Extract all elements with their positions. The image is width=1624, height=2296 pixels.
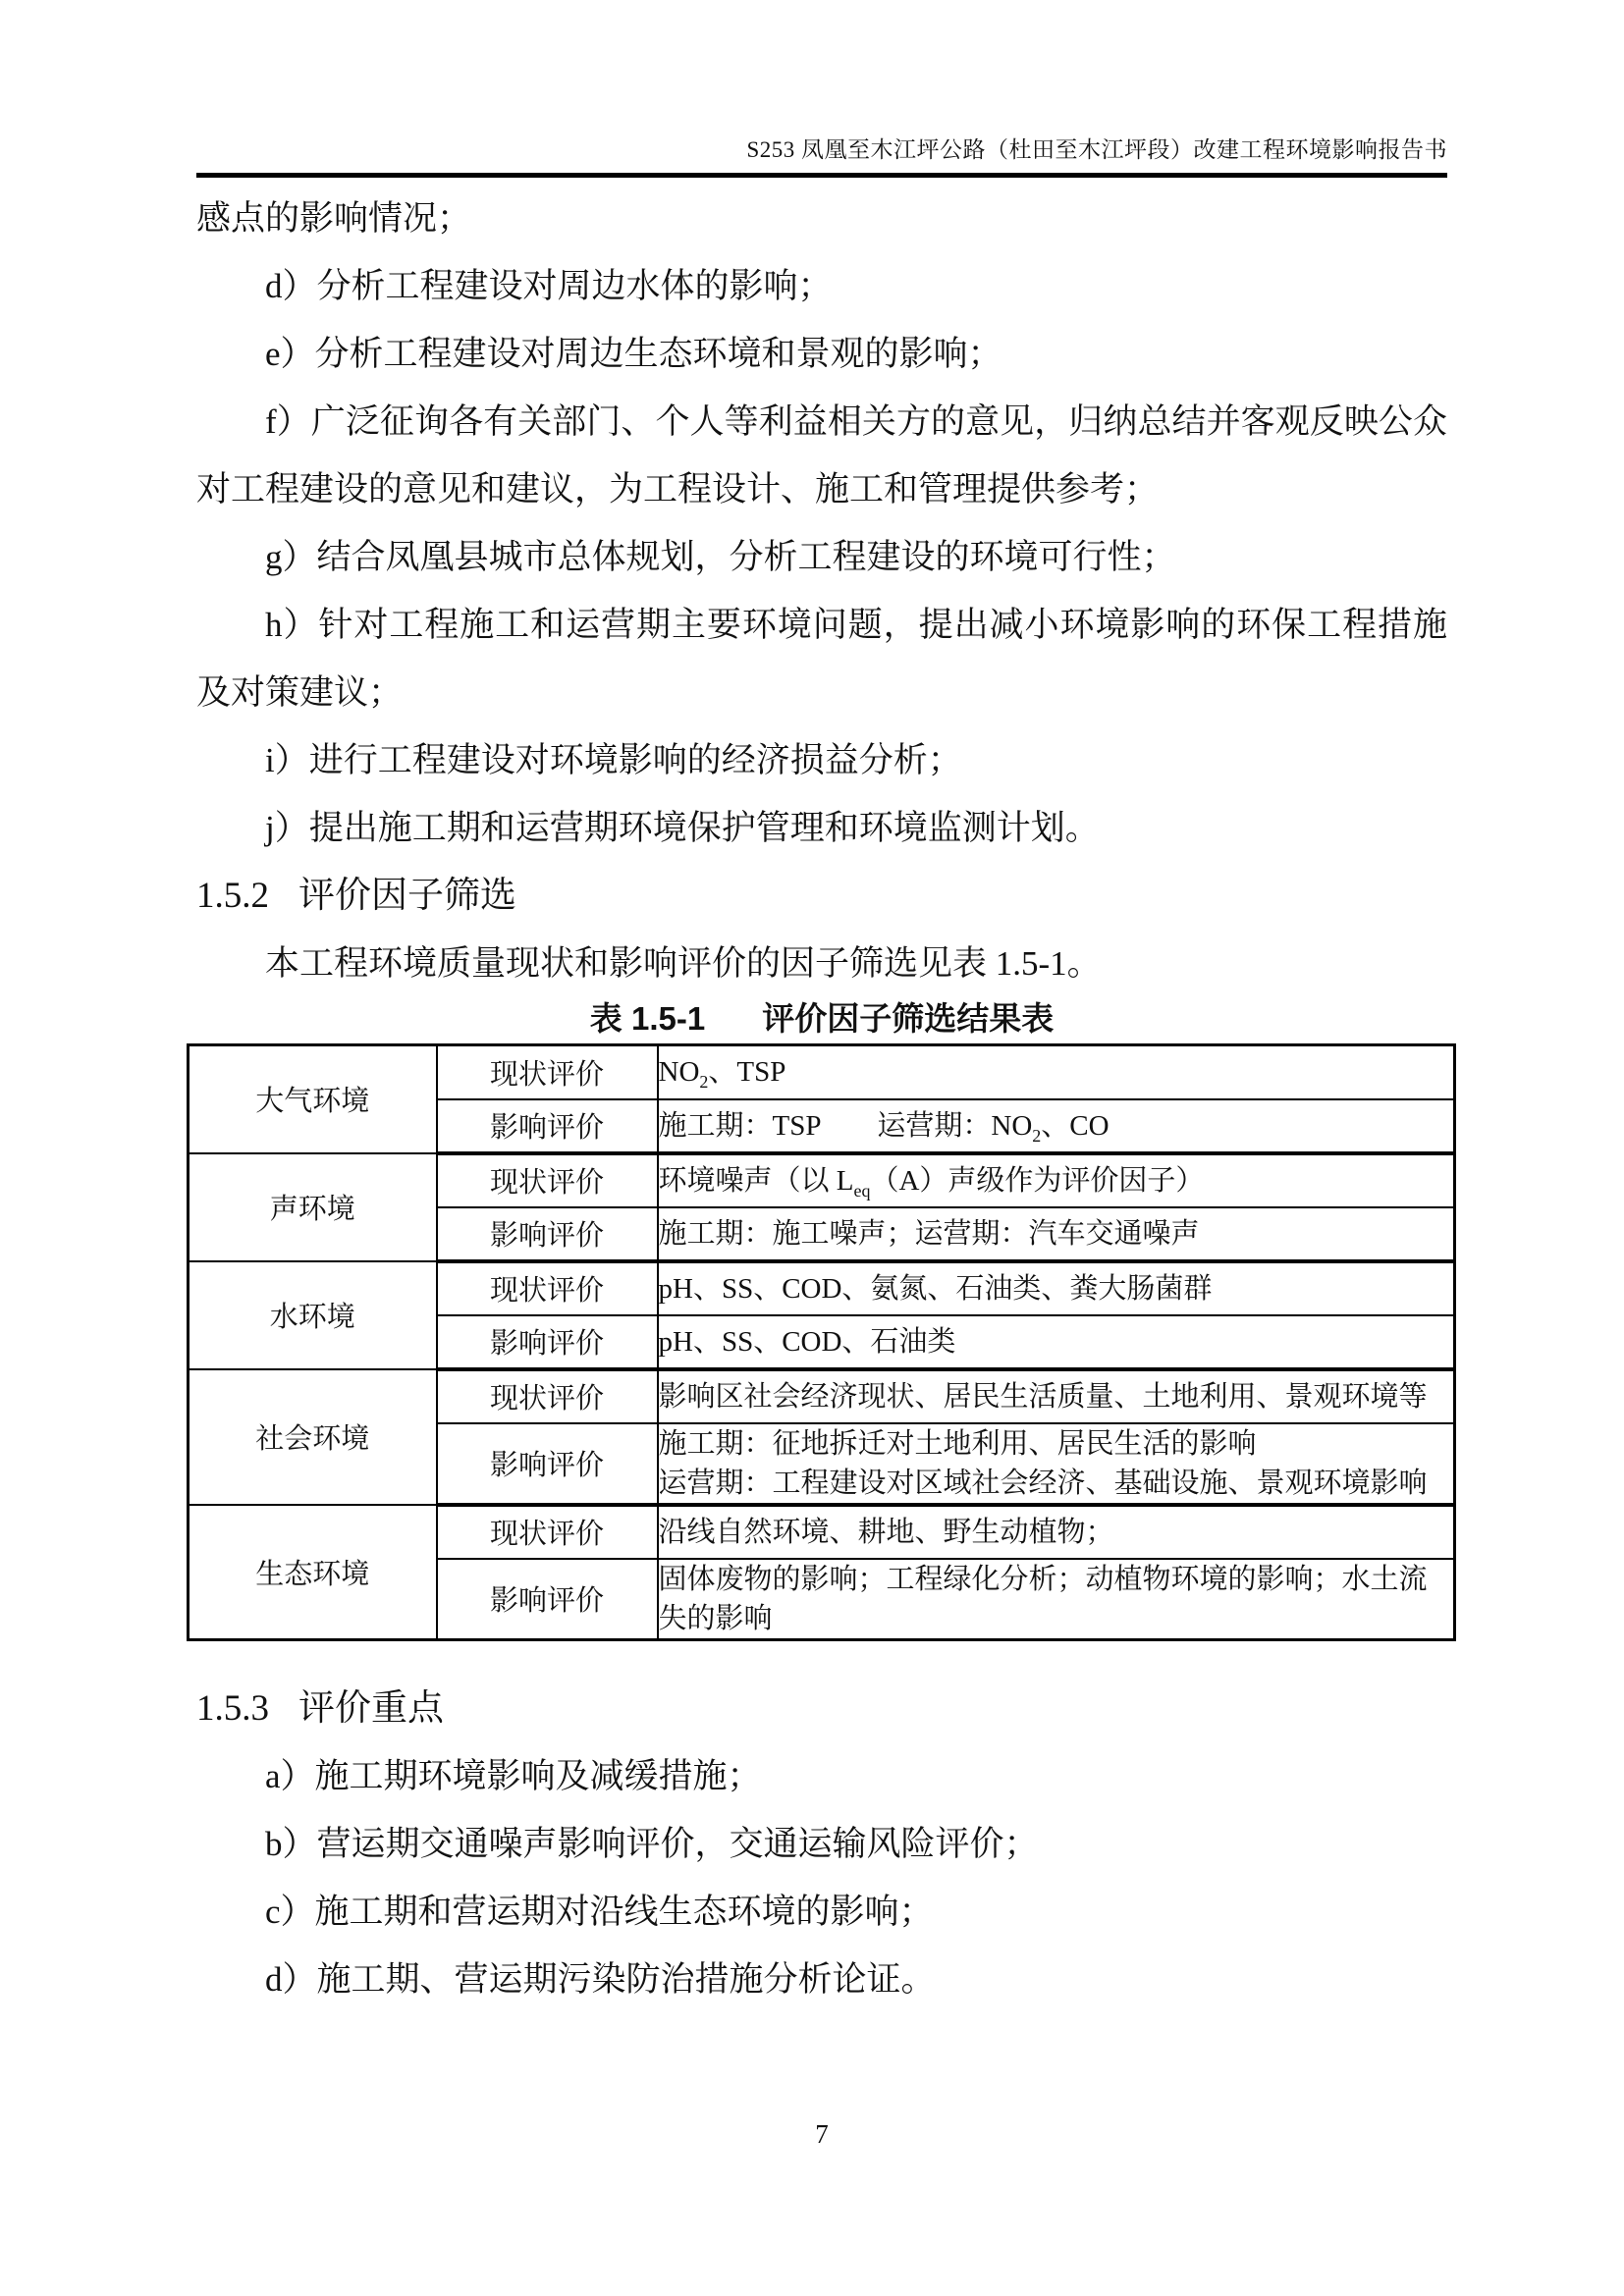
paragraph-continued: 感点的影响情况； [196, 199, 472, 238]
header-title: S253 凤凰至木江坪公路（杜田至木江坪段）改建工程环境影响报告书 [746, 137, 1447, 162]
cell-value: 施工期：TSP 运营期：$NO_2$、CO [658, 1099, 1455, 1153]
section-title: 评价重点 [298, 1687, 444, 1729]
section-1-5-2-body: 本工程环境质量现状和影响评价的因子筛选见表 1.5-1。 [265, 944, 1102, 983]
section-title: 评价因子筛选 [298, 876, 516, 916]
table-row [189, 1045, 1455, 1099]
keypoint-item-b: b）营运期交通噪声影响评价，交通运输风险评价； [265, 1824, 1039, 1863]
cell-label: 现状评价 [437, 1153, 658, 1207]
objective-item-e: e）分析工程建设对周边生态环境和景观的影响； [265, 335, 1002, 373]
table-row [189, 1153, 1455, 1207]
cell-label: 影响评价 [437, 1315, 658, 1369]
table-row [189, 1261, 1455, 1315]
cell-value: pH、SS、COD、石油类 [658, 1315, 1455, 1369]
keypoint-item-d: d）施工期、营运期污染防治措施分析论证。 [265, 1959, 936, 1999]
cell-label: 现状评价 [437, 1505, 658, 1559]
cell-category-ecology: 生态环境 [189, 1505, 437, 1640]
table-row [189, 1369, 1455, 1423]
cell-category-social: 社会环境 [189, 1369, 437, 1505]
cell-label: 影响评价 [437, 1099, 658, 1153]
objective-item-g: g）结合凤凰县城市总体规划，分析工程建设的环境可行性； [265, 538, 1176, 576]
cell-value: 沿线自然环境、耕地、野生动植物； [658, 1505, 1455, 1559]
cell-label: 现状评价 [437, 1261, 658, 1315]
section-heading-1-5-3 [196, 1675, 1447, 1742]
cell-value: pH、SS、COD、氨氮、石油类、粪大肠菌群 [658, 1261, 1455, 1315]
cell-value: 固体废物的影响；工程绿化分析；动植物环境的影响；水土流失的影响 [658, 1559, 1455, 1640]
cell-value: 影响区社会经济现状、居民生活质量、土地利用、景观环境等 [658, 1369, 1455, 1423]
cell-value: 环境噪声（以 $L_{eq}(A)$声级作为评价因子） [658, 1153, 1455, 1207]
cell-category-water: 水环境 [189, 1261, 437, 1369]
factor-screening-table [187, 1043, 1456, 1641]
cell-label: 影响评价 [437, 1207, 658, 1261]
cell-label: 现状评价 [437, 1369, 658, 1423]
section-heading-1-5-2 [196, 862, 1447, 930]
header-rule [196, 173, 1447, 178]
keypoint-item-c: c）施工期和营运期对沿线生态环境的影响； [265, 1892, 934, 1931]
objective-item-j: j）提出施工期和运营期环境保护管理和环境监测计划。 [265, 809, 1100, 847]
cell-label: 影响评价 [437, 1559, 658, 1640]
cell-label: 现状评价 [437, 1045, 658, 1099]
keypoint-item-a: a）施工期环境影响及减缓措施； [265, 1756, 762, 1795]
page-number: 7 [815, 2118, 829, 2149]
objective-item-i: i）进行工程建设对环境影响的经济损益分析； [265, 741, 962, 779]
table-caption [196, 997, 1447, 1041]
objective-item-d: d）分析工程建设对周边水体的影响； [265, 267, 833, 305]
table-caption-title: 评价因子筛选结果表 [762, 1000, 1055, 1037]
cell-value: 施工期：施工噪声；运营期：汽车交通噪声 [658, 1207, 1455, 1261]
table-row [189, 1505, 1455, 1559]
page-content [0, 135, 1624, 2149]
cell-category-noise: 声环境 [189, 1153, 437, 1261]
section-number: 1.5.3 [196, 1687, 269, 1729]
cell-value: 施工期：征地拆迁对土地利用、居民生活的影响 运营期：工程建设对区域社会经济、基础设施、景观环境影响 [658, 1423, 1455, 1505]
table-caption-label: 表 1.5-1 [589, 1000, 706, 1037]
cell-label: 影响评价 [437, 1423, 658, 1505]
objective-item-h: h）针对工程施工和运营期主要环境问题，提出减小环境影响的环保工程措施及对策建议； [196, 606, 1447, 712]
section-number: 1.5.2 [196, 876, 269, 916]
cell-category-air: 大气环境 [189, 1045, 437, 1153]
cell-value: $NO_2$、TSP [658, 1045, 1455, 1099]
objective-item-f: f）广泛征询各有关部门、个人等利益相关方的意见，归纳总结并客观反映公众对工程建设的意见和建议，为工程设计、施工和管理提供参考； [196, 402, 1447, 508]
